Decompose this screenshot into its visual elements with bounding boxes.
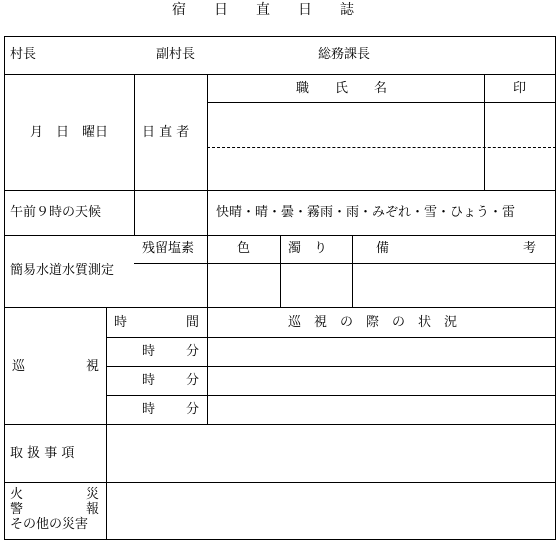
seal-column-header: 印	[513, 81, 527, 96]
duty-person-label: 日 直 者	[142, 125, 190, 140]
son-cho-label: 村長	[10, 47, 37, 62]
date-label: 月 日 曜日	[30, 125, 109, 140]
page-title: 宿 日 直 日 誌	[172, 2, 354, 18]
name-column-header: 職 氏 名	[296, 81, 388, 96]
duty-name-field-2[interactable]	[209, 149, 482, 189]
remarks-label-left: 備	[376, 241, 390, 256]
weather-options: 快晴・晴・曇・霧雨・雨・みぞれ・雪・ひょう・雷	[216, 205, 516, 220]
patrol-status-field-2[interactable]	[209, 368, 554, 394]
patrol-row-1-minute: 分	[186, 344, 200, 359]
disaster-line2-left: 警	[10, 502, 24, 517]
duty-name-field-1[interactable]	[209, 104, 482, 146]
patrol-status-field-1[interactable]	[209, 339, 554, 365]
seal-field-1[interactable]	[486, 104, 554, 146]
patrol-status-field-3[interactable]	[209, 397, 554, 423]
time-header-left: 時	[114, 315, 128, 330]
disaster-field[interactable]	[108, 484, 554, 538]
disaster-line2-right: 報	[86, 502, 100, 517]
patrol-label-right: 視	[86, 359, 100, 374]
handled-items-field[interactable]	[108, 426, 554, 481]
remarks-label-right: 考	[523, 241, 537, 256]
patrol-label-left: 巡	[12, 359, 26, 374]
status-header: 巡 視 の 際 の 状 況	[288, 315, 458, 330]
patrol-row-2-minute: 分	[186, 373, 200, 388]
patrol-row-2-hour: 時	[142, 373, 156, 388]
patrol-row-3-hour: 時	[142, 402, 156, 417]
time-header-right: 間	[186, 315, 200, 330]
disaster-line1-right: 災	[86, 487, 100, 502]
disaster-line1-left: 火	[10, 487, 24, 502]
turbidity-label: 濁 り	[288, 241, 328, 256]
patrol-row-1-hour: 時	[142, 344, 156, 359]
somu-kacho-label: 総務課長	[318, 47, 371, 62]
seal-field-2[interactable]	[486, 149, 554, 189]
fuku-son-cho-label: 副村長	[156, 47, 196, 62]
water-quality-label: 簡易水道水質測定	[10, 263, 115, 278]
handled-items-label: 取 扱 事 項	[10, 446, 75, 461]
disaster-line3: その他の災害	[10, 517, 89, 532]
weather-label: 午前９時の天候	[10, 205, 102, 220]
residual-chlorine-label: 残留塩素	[142, 241, 195, 256]
patrol-row-3-minute: 分	[186, 402, 200, 417]
color-label: 色	[237, 241, 251, 256]
